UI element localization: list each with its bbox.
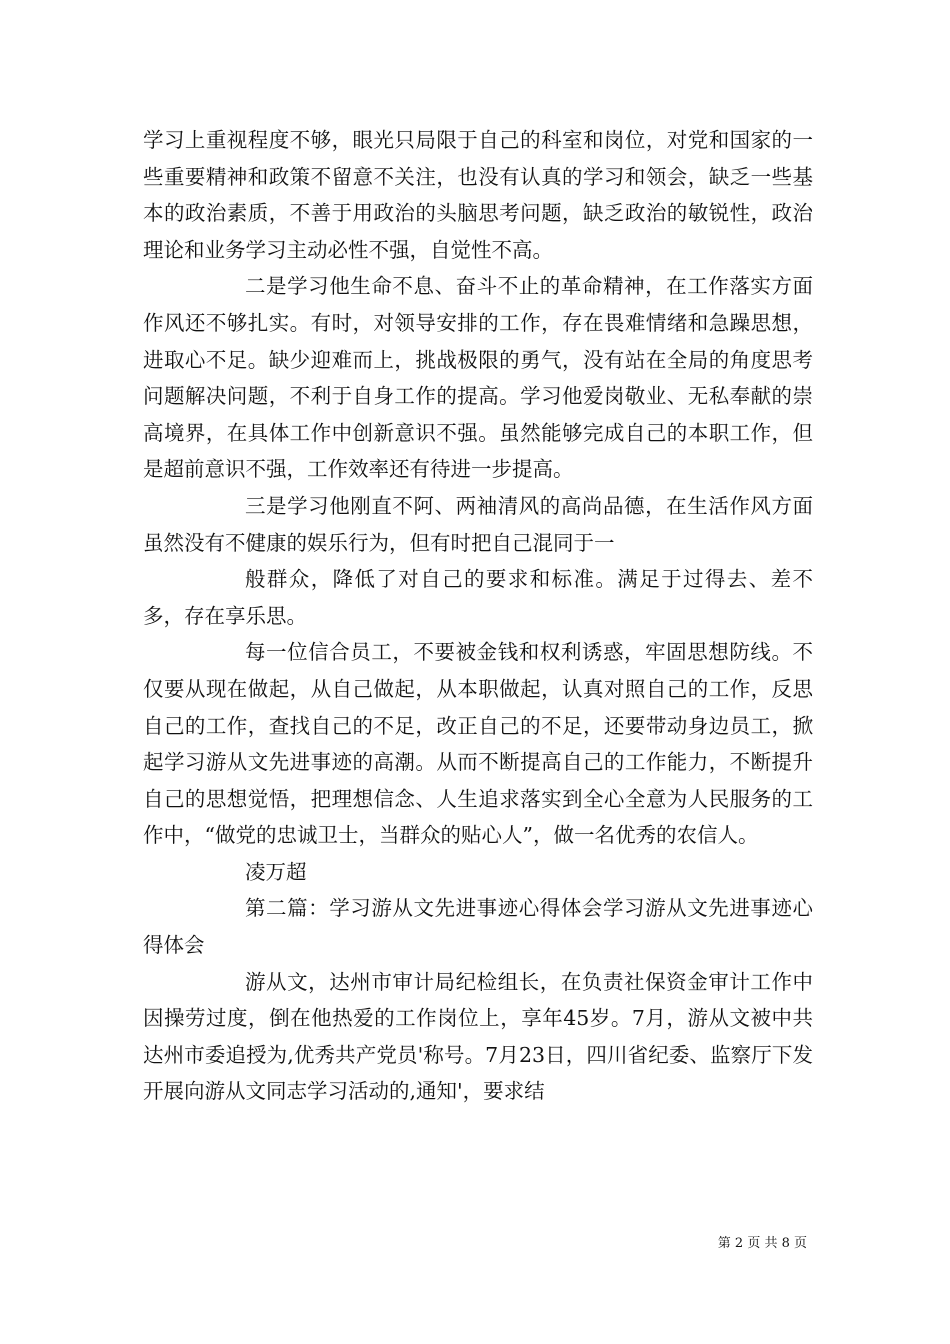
author-signature: 凌万超 — [245, 859, 307, 884]
paragraph-point-three-continued: 般群众，降低了对自己的要求和标准。满足于过得去、差不多，存在享乐思。 — [143, 567, 813, 628]
page-number-footer: 第 2 页 共 8 页 — [717, 1236, 807, 1251]
paragraph-point-two: 二是学习他生命不息、奋斗不止的革命精神，在工作落实方面作风还不够扎实。有时，对领导安排的工作，存在畏难情绪和急躁思想，进取心不足。缺少迎难而上，挑战极限的勇气，没有站在全局的角度思考问题解决问题，不利于自身工作的提高。学习他爱岗敬业、无私奉献的崇高境界，在具体工作中创新意识不强。虽然能够完成自己的本职工作，但是超前意识不强，工作效率还有待进一步提高。 — [143, 274, 813, 482]
paragraph-intro: 游从文，达州市审计局纪检组长，在负责社保资金审计工作中因操劳过度，倒在他热爱的工作岗位上，享年45岁。7月，游从文被中共达州市委追授为,优秀共产党员'称号。7月23日，四川省纪委、监察厅下发开展向游从文同志学习活动的,通知'，要求结 — [143, 969, 813, 1104]
paragraph-conclusion: 每一位信合员工，不要被金钱和权利诱惑，牢固思想防线。不仅要从现在做起，从自己做起，从本职做起，认真对照自己的工作，反思自己的工作，查找自己的不足，改正自己的不足，还要带动身边员工，掀起学习游从文先进事迹的高潮。从而不断提高自己的工作能力，不断提升自己的思想觉悟，把理想信念、人生追求落实到全心全意为人民服务的工作中，“做党的忠诚卫士，当群众的贴心人”，做一名优秀的农信人。 — [143, 640, 813, 848]
document-body — [143, 122, 813, 1110]
paragraph-continued: 学习上重视程度不够，眼光只局限于自己的科室和岗位，对党和国家的一些重要精神和政策不留意不关注，也没有认真的学习和领会，缺乏一些基本的政治素质，不善于用政治的头脑思考问题，缺乏政治的敏锐性，政治理论和业务学习主动必性不强，自觉性不高。 — [143, 128, 813, 262]
paragraph-point-three: 三是学习他刚直不阿、两袖清风的高尚品德，在生活作风方面虽然没有不健康的娱乐行为，但有时把自己混同于一 — [143, 493, 813, 555]
section-heading: 第二篇：学习游从文先进事迹心得体会学习游从文先进事迹心得体会 — [143, 896, 813, 958]
